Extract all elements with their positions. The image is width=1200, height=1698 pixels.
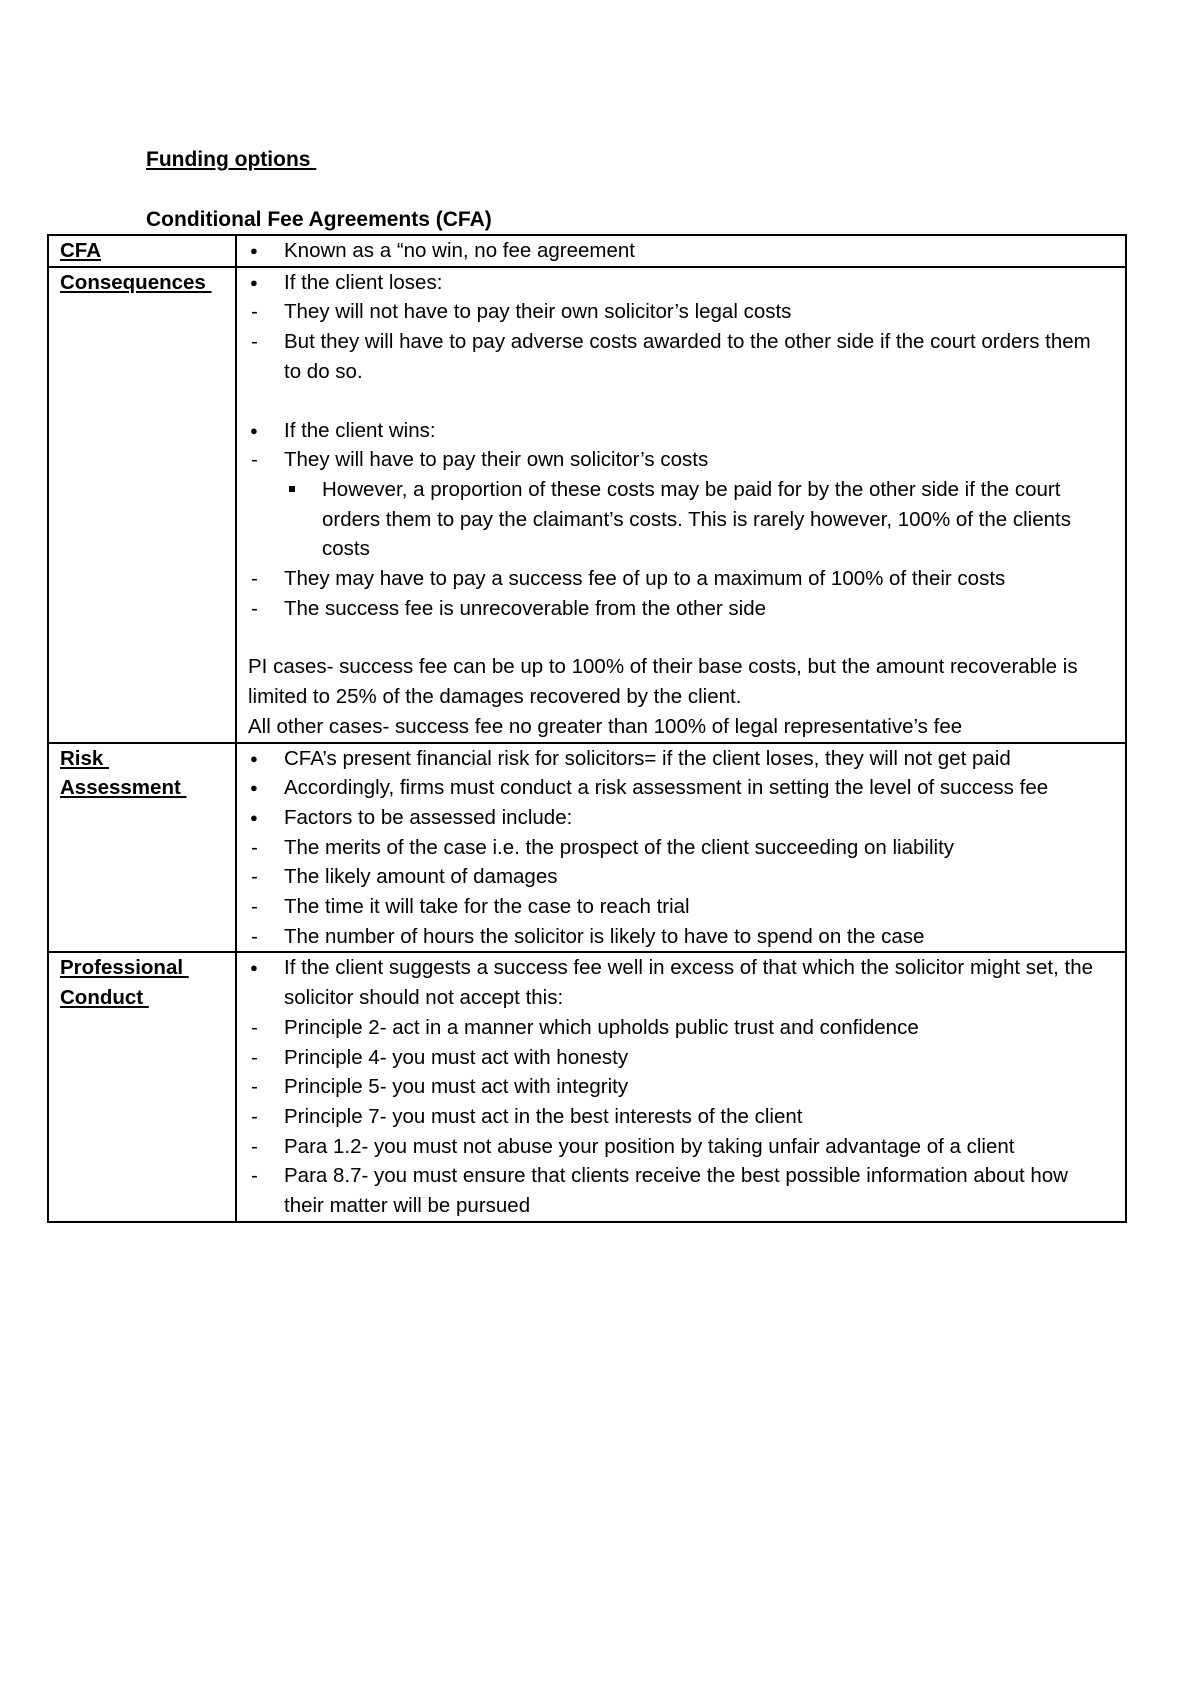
row-label-consequences: Consequences <box>48 267 236 743</box>
dash-text: They will have to pay their own solicitor’s costs <box>284 448 709 472</box>
dash-item: - Para 1.2- you must not abuse your position by taking unfair advantage of a client <box>248 1132 1113 1162</box>
bullet-item: ● Accordingly, firms must conduct a risk assessment in setting the level of success fee <box>248 773 1113 803</box>
bullet-item: ● CFA’s present financial risk for solicitors= if the client loses, they will not get paid <box>248 744 1113 774</box>
note-other-cases: All other cases- success fee no greater than 100% of legal representative’s fee <box>248 714 963 738</box>
dash-item <box>248 445 1113 475</box>
dash-item: - Principle 5- you must act with integrity <box>248 1072 1113 1102</box>
bullet-item-client-wins <box>248 416 1113 446</box>
bullet-item-client-loses <box>248 268 1113 298</box>
dash-item: - Principle 2- act in a manner which upholds public trust and confidence <box>248 1013 1113 1043</box>
spacer <box>248 623 1113 652</box>
dash-item: - They will not have to pay their own solicitor’s legal costs <box>248 297 1113 327</box>
square-item: However, a proportion of these costs may be paid for by the other side if the court orders them to pay the claimant’s costs. This is rarely however, 100% of the clients costs <box>285 475 1113 564</box>
row-label-cfa: CFA <box>48 235 236 267</box>
row-content-consequences <box>236 267 1126 743</box>
table-row-professional-conduct <box>48 952 1126 1221</box>
row-label-risk-assessment: Risk Assessment <box>48 743 236 953</box>
row-content-risk-assessment <box>236 743 1126 953</box>
dash-item: - They may have to pay a success fee of up to a maximum of 100% of their costs <box>248 564 1113 594</box>
bullet-text: If the client suggests a success fee well in excess of that which the solicitor might set, the solicitor should not accept this: <box>284 956 1093 1010</box>
bullet-item: ● Factors to be assessed include: <box>248 803 1113 833</box>
dash-item: - Para 8.7- you must ensure that clients receive the best possible information about how their matter will be pursued <box>248 1161 1113 1220</box>
bullet-item: ● Known as a “no win, no fee agreement <box>248 236 1113 266</box>
cfa-table <box>47 234 1127 1223</box>
dash-item: - Principle 7- you must act in the best interests of the client <box>248 1102 1113 1132</box>
row-content-professional-conduct <box>236 952 1126 1221</box>
bullet-text: If the client wins: <box>284 418 436 442</box>
dash-item: - The success fee is unrecoverable from the other side <box>248 594 1113 624</box>
dash-item: - The merits of the case i.e. the prospect of the client succeeding on liability <box>248 833 1113 863</box>
table-row-cfa <box>48 235 1126 267</box>
dash-item: - Principle 4- you must act with honesty <box>248 1043 1113 1073</box>
dash-item: - But they will have to pay adverse costs awarded to the other side if the court orders them to do so. <box>248 327 1113 386</box>
table-row-consequences <box>48 267 1126 743</box>
note-pi-cases: PI cases- success fee can be up to 100% of their base costs, but the amount recoverable is limited to 25% of the damages recovered by the client. <box>248 655 1078 709</box>
section-title: Conditional Fee Agreements (CFA) <box>146 208 492 231</box>
spacer <box>248 387 1113 416</box>
bullet-item <box>248 953 1113 1012</box>
bullet-text: If the client loses: <box>284 270 443 294</box>
document-title: Funding options <box>146 148 317 171</box>
row-content-cfa <box>236 235 1126 267</box>
table-row-risk-assessment <box>48 743 1126 953</box>
row-label-professional-conduct: Professional Conduct <box>48 952 236 1221</box>
dash-item: - The number of hours the solicitor is likely to have to spend on the case <box>248 922 1113 952</box>
dash-item: - The likely amount of damages <box>248 862 1113 892</box>
dash-item: - The time it will take for the case to reach trial <box>248 892 1113 922</box>
